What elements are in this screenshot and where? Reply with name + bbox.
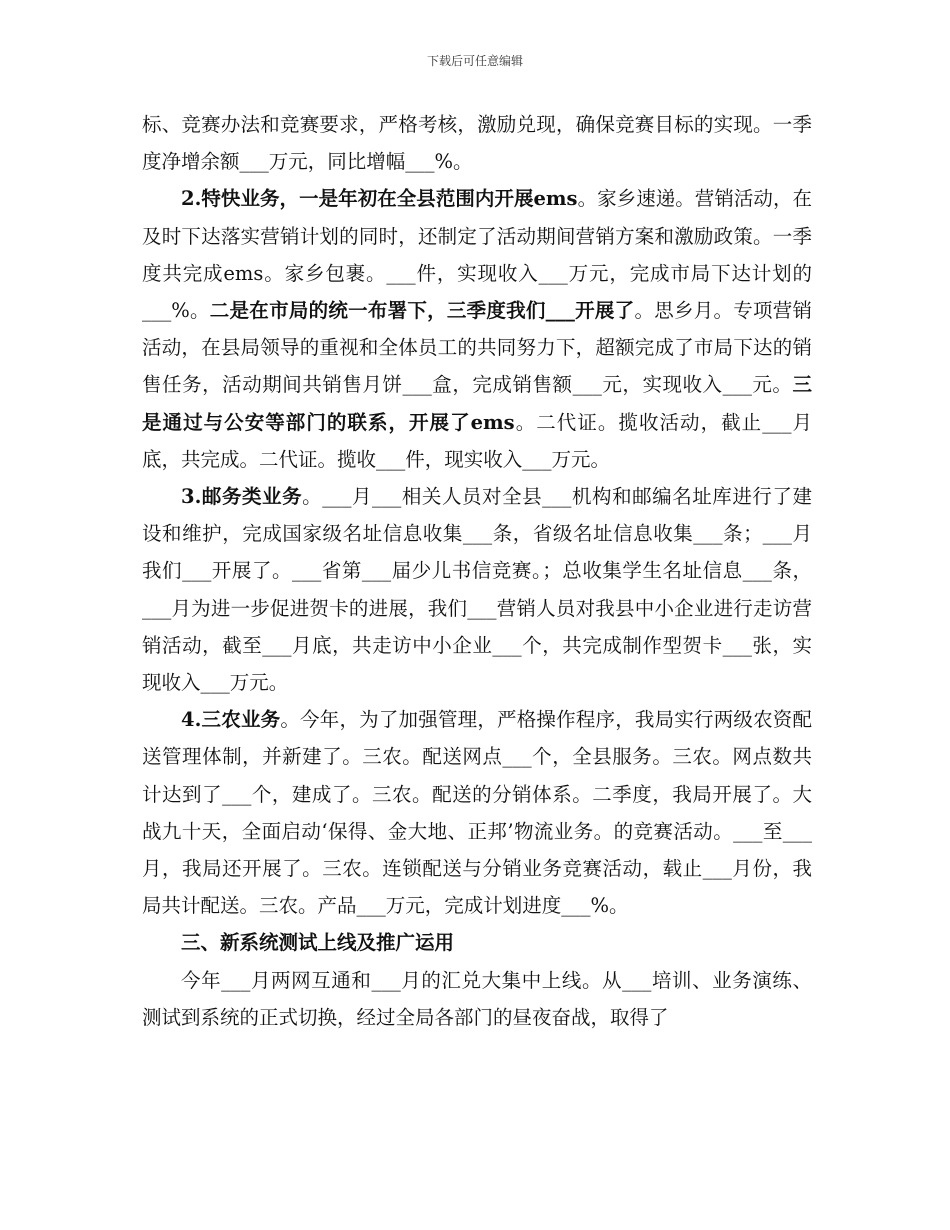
paragraph-rural-business <box>142 701 812 924</box>
paragraph-text: 。二代证。揽收活动，截止___月底，共完成。二代证。揽收___件，现实收入___万元。 <box>142 410 812 471</box>
item-heading: 2.特快业务，一是年初在全县范围内开展ems <box>181 187 578 211</box>
paragraph-text: 标、竞赛办法和竞赛要求，严格考核，激励兑现，确保竞赛目标的实现。一季度净增余额___万元，同比增幅___%。 <box>142 113 812 174</box>
paragraph-text: 。家乡速递。营销活动，在及时下达落实营销计划的同时，还制定了活动期间营销方案和激励政策。一季度共完成ems。家乡包裹。___件，实现收入___万元，完成市局下达计划的___%。 <box>142 187 812 323</box>
paragraph-express-business <box>142 180 812 478</box>
paragraph-competition-tail <box>142 106 812 180</box>
paragraph-text: 。今年，为了加强管理，严格操作程序，我局实行两级农资配送管理体制，并新建了。三农。配送网点___个，全县服务。三农。网点数共计达到了___个，建成了。三农。配送的分销体系。二季度，我局开展了。大战九十天，全面启动‘保得、金大地、正邦’物流业务。的竞赛活动。___至___月，我局还开展了。三农。连锁配送与分销业务竞赛活动，载止___月份，我局共计配送。三农。产品___万元，完成计划进度___%。 <box>142 708 812 918</box>
point-heading: 二是在市局的统一布署下，三季度我们___开展了 <box>209 299 635 323</box>
item-heading: 4.三农业务 <box>181 708 281 732</box>
paragraph-new-system <box>142 962 812 1036</box>
paragraph-text: 。思乡月。专项营销活动，在县局领导的重视和全体员工的共同努力下，超额完成了市局下达的销售任务，活动期间共销售月饼___盒，完成销售额___元，实现收入___元。 <box>142 299 812 397</box>
point-heading: 三是通过与公安等部门的联系，开展了ems <box>142 373 812 434</box>
document-body <box>142 106 812 1036</box>
item-heading: 3.邮务类业务 <box>181 485 303 509</box>
paragraph-postal-business <box>142 478 812 701</box>
page-header: 下载后可任意编辑 <box>426 54 523 68</box>
paragraph-text: 。___月___相关人员对全县___机构和邮编名址库进行了建设和维护，完成国家级名址信息收集___条，省级名址信息收集___条；___月我们___开展了。___省第___届少儿书信竞赛。；总收集学生名址信息___条，___月为进一步促进贺卡的进展，我们___营销人员对我县中小企业进行走访营销活动，截至___月底，共走访中小企业___个，共完成制作型贺卡___张，实现收入___万元。 <box>142 485 812 695</box>
paragraph-text: 今年___月两网互通和___月的汇兑大集中上线。从___培训、业务演练、测试到系统的正式切换，经过全局各部门的昼夜奋战，取得了 <box>142 968 812 1029</box>
section-heading: 三、新系统测试上线及推广运用 <box>181 931 455 955</box>
